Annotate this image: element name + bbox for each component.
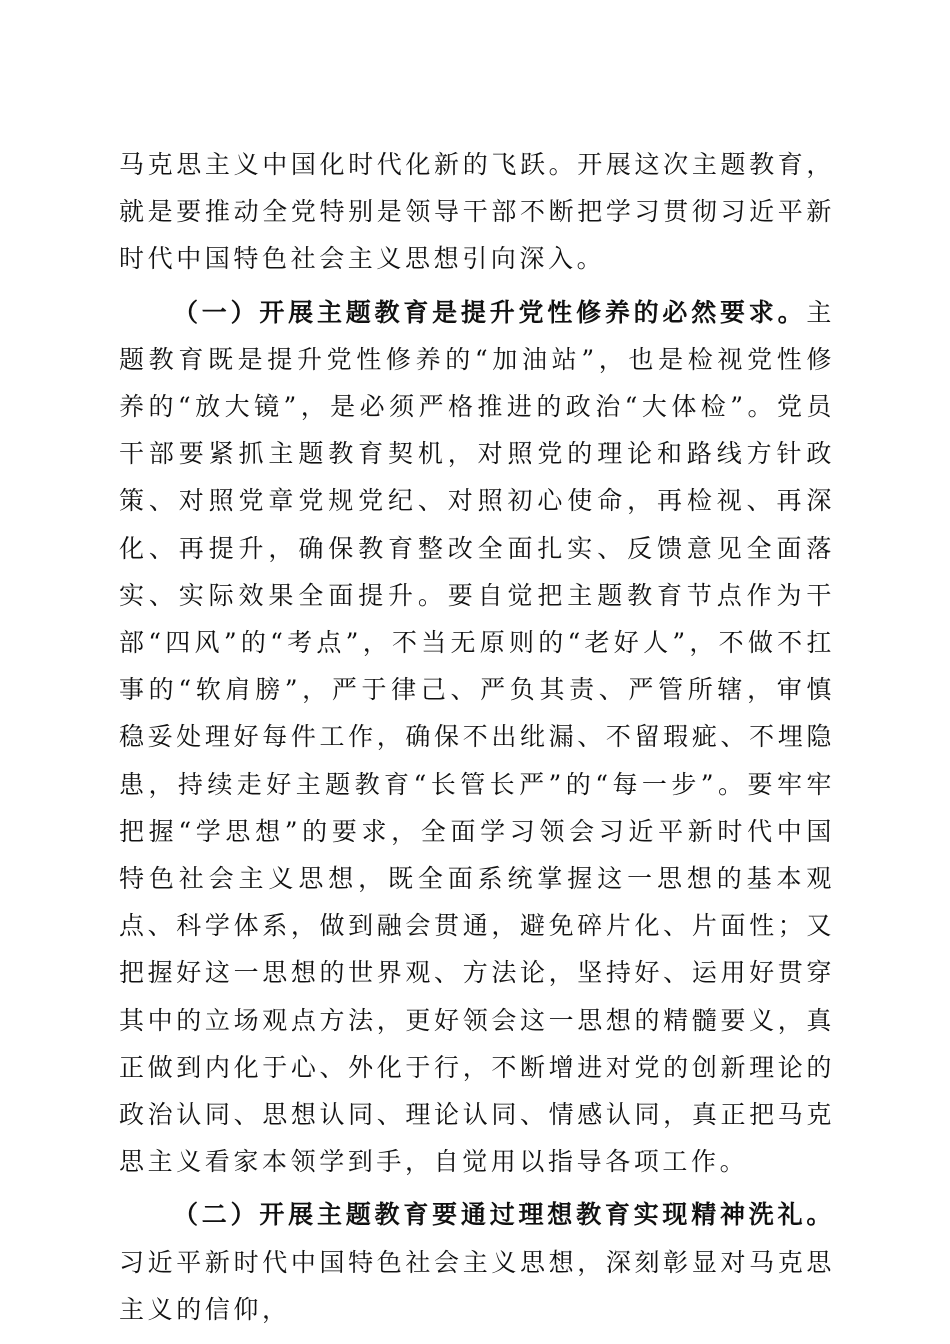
document-body — [119, 141, 835, 1333]
section-heading-one: （一）开展主题教育是提升党性修养的必然要求。 — [173, 297, 807, 327]
paragraph-section-one — [119, 289, 835, 1186]
paragraph-text: 马克思主义中国化时代化新的飞跃。开展这次主题教育，就是要推动全党特别是领导干部不断把学习贯彻习近平新时代中国特色社会主义思想引向深入。 — [119, 150, 835, 274]
paragraph-text: 主题教育既是提升党性修养的“加油站”，也是检视党性修养的“放大镜”，是必须严格推进的政治“大体检”。党员干部要紧抓主题教育契机，对照党的理论和路线方针政策、对照党章党规党纪、对照初心使命，再检视、再深化、再提升，确保教育整改全面扎实、反馈意见全面落实、实际效果全面提升。要自觉把主题教育节点作为干部“四风”的“考点”，不当无原则的“老好人”，不做不扛事的“软肩膀”，严于律己、严负其责、严管所辖，审慎稳妥处理好每件工作，确保不出纰漏、不留瑕疵、不埋隐患，持续走好主题教育“长管长严”的“每一步”。要牢牢把握“学思想”的要求，全面学习领会习近平新时代中国特色社会主义思想，既全面系统掌握这一思想的基本观点、科学体系，做到融会贯通，避免碎片化、片面性；又把握好这一思想的世界观、方法论，坚持好、运用好贯穿其中的立场观点方法，更好领会这一思想的精髓要义，真正做到内化于心、外化于行，不断增进对党的创新理论的政治认同、思想认同、理论认同、情感认同，真正把马克思主义看家本领学到手，自觉用以指导各项工作。 — [119, 297, 835, 1177]
paragraph-text: 习近平新时代中国特色社会主义思想，深刻彰显对马克思主义的信仰， — [119, 1247, 835, 1324]
paragraph-continuation — [119, 141, 835, 283]
paragraph-section-two — [119, 1191, 835, 1333]
section-heading-two: （二）开展主题教育要通过理想教育实现精神洗礼。 — [173, 1200, 835, 1230]
